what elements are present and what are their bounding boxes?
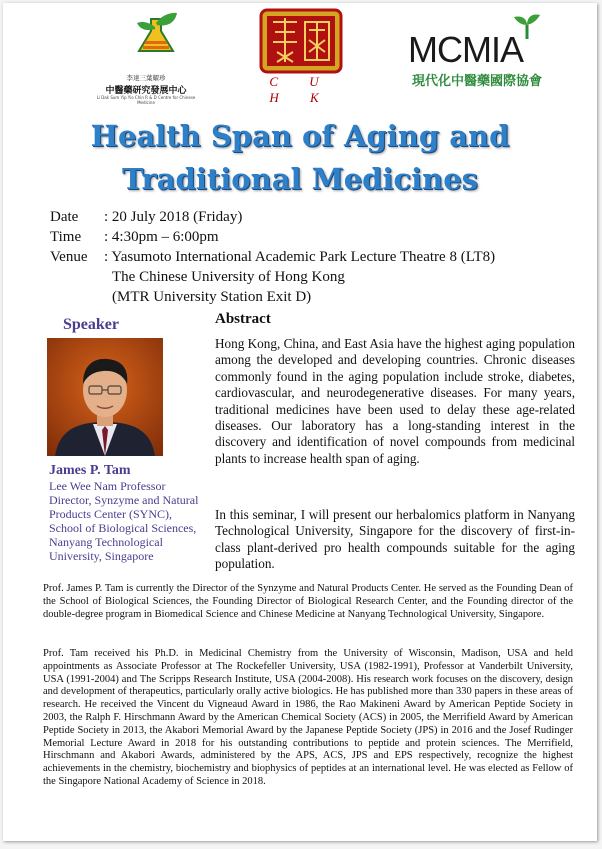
cuhk-letters: C U H K	[269, 74, 333, 105]
speaker-affiliation	[49, 479, 209, 563]
poster	[3, 3, 597, 841]
speaker-title: Lee Wee Nam Professor	[49, 479, 166, 493]
logo-english: Li Dak Sum Yip Yio Chin R & D Centre for Chinese Medicine	[96, 95, 196, 105]
speaker-portrait	[47, 338, 163, 456]
sprout-icon	[512, 13, 542, 39]
bio-paragraph-2: Prof. Tam received his Ph.D. in Medicinal Chemistry from the University of Wisconsin, Madison, USA and held appointments as Associate Professor at The Rockefeller University, USA (1982-1991), Professor at Vanderbilt University, USA (1991-2004) and The Scripps Research Institute, USA (2004-2008). His research work focuses on the discovery, design and development of therapeutics, particularly orally active biologics. He has published more than 330 papers in these areas of research. He received the Vincent du Vigneaud Award in 1986, the Rao Makineni Award by American Peptide Society in 2003, the Ralph F. Hirschmann Award by the American Chemical Society (ACS) in 2005, the Merrifield Award by American Peptide Society in 2013, the Akabori Memorial Award by the Japanese Peptide Society (JPS) in 2016 and the Josef Rudinger Memorial Lecture Award in 2018 for his outstanding contributions to peptide and protein sciences. The Merrifield, Hirschmann and Akabori Awards, administered by the APS, ACS, JPS and EPS respectively, recognize the highest achievements in the chemistry, biochemistry and biophysics of peptides at an international level. He was elected as Fellow of the Singapore National Academy of Science in 2018.	[43, 648, 573, 787]
venue-label: Venue	[50, 249, 88, 265]
bio-paragraph-1: Prof. James P. Tam is currently the Director of the Synzyme and Natural Products Center. He served as the Founding Dean of the School of Biological Sciences, the Founding Director of Biological Research Center, and the Founding director of the double-degree program in Biomedical Science and Chinese Medicine at Nanyang Technological University, Singapore.	[43, 583, 573, 620]
speaker-photo	[47, 338, 163, 456]
speaker-school: School of Biological Sciences,	[49, 521, 197, 535]
title-line-2: Traditional Medicines	[122, 162, 478, 196]
mcmia-chinese-name: 現代化中醫藥國際協會	[412, 74, 543, 89]
speaker-director: Director, Synzyme and Natural Products Center (SYNC),	[49, 493, 199, 521]
venue-line-3: (MTR University Station Exit D)	[112, 289, 312, 305]
mcmia-logo	[408, 13, 558, 93]
flask-leaf-icon	[131, 9, 181, 54]
venue-line-2: The Chinese University of Hong Kong	[112, 269, 345, 285]
date-label: Date	[50, 209, 79, 225]
speaker-name: James P. Tam	[49, 463, 131, 478]
title-line-1: Health Span of Aging and	[90, 119, 510, 153]
poster-title	[3, 115, 597, 201]
speaker-heading: Speaker	[63, 316, 119, 333]
speaker-university: Nanyang Technological University, Singapore	[49, 535, 163, 563]
venue-line-1: : Yasumoto International Academic Park Lecture Theatre 8 (LT8)	[104, 249, 496, 265]
abstract-heading: Abstract	[215, 311, 271, 327]
date-value: : 20 July 2018 (Friday)	[104, 209, 243, 225]
mcmia-wordmark: MCMIA	[408, 29, 523, 70]
logo-subtitle: 李達三葉耀珍	[126, 74, 166, 82]
cuhk-cm-centre-logo	[91, 9, 201, 105]
time-label: Time	[50, 229, 82, 245]
logo-title: 中醫藥研究發展中心	[105, 86, 187, 96]
abstract-paragraph-2: In this seminar, I will present our herbalomics platform in Nanyang Technological University, Singapore for the discovery of first-in-class plant-derived pro health compounds suitable for the aging population.	[215, 507, 575, 572]
time-value: : 4:30pm – 6:00pm	[104, 229, 219, 245]
seal-icon	[251, 8, 351, 74]
abstract-paragraph-1: Hong Kong, China, and East Asia have the highest aging population among the developed and developing countries. Chronic diseases commonly found in the aging population include stroke, diabetes, cardiovascular, and neurodegenerative diseases. For many years, traditional medicines have been used to delay these age-related diseases. Our laboratory has a long-standing interest in the discovery and identification of novel compounds from medicinal plants to increase health span of aging.	[215, 336, 575, 466]
cuhk-medicine-logo	[251, 8, 351, 105]
logo-bar	[3, 3, 597, 103]
